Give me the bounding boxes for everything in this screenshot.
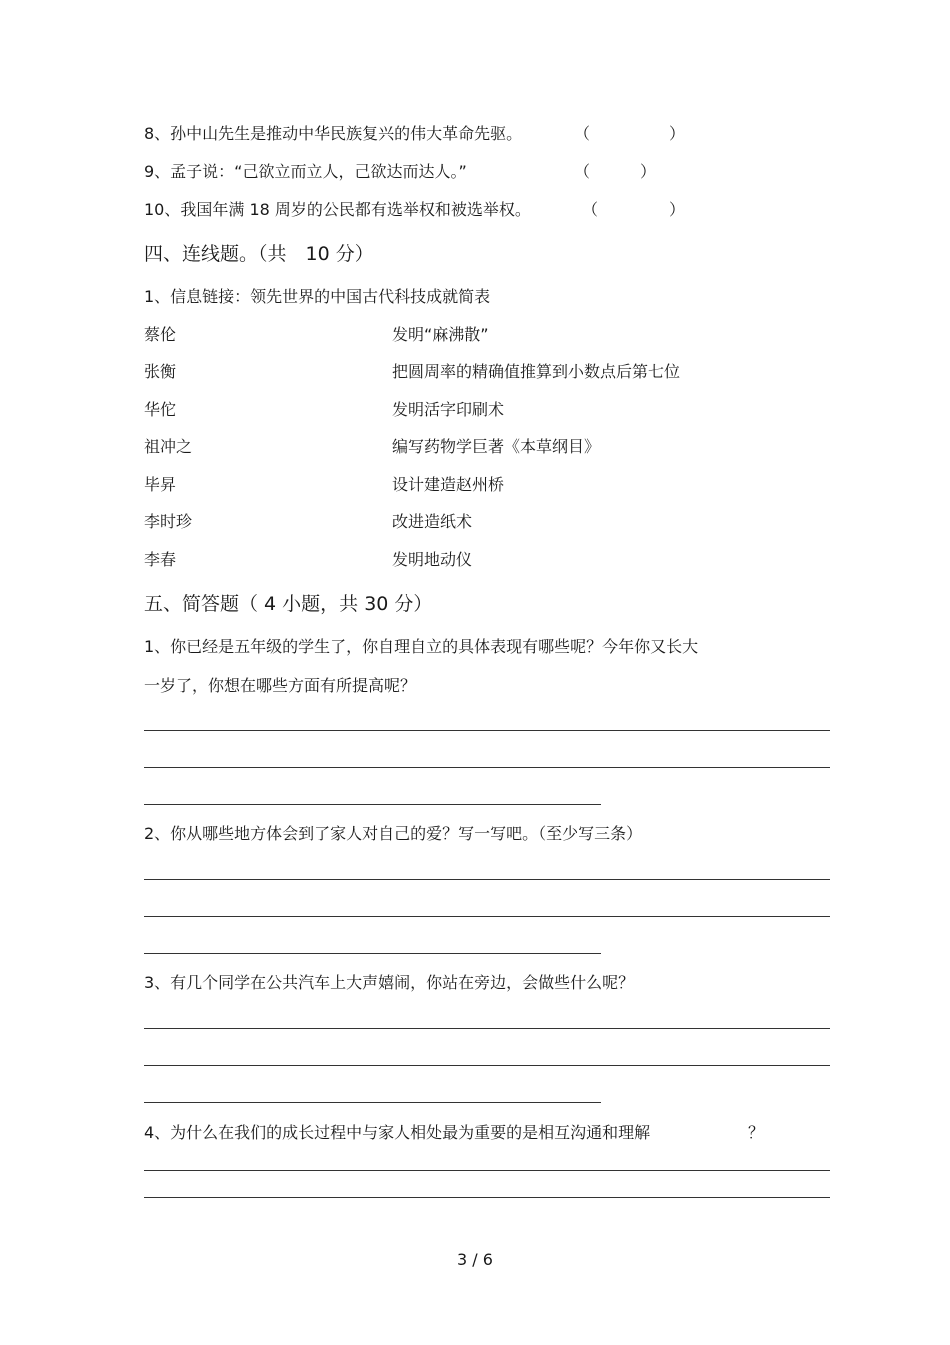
answer-paren-open: （	[574, 124, 591, 143]
match-right-item: 发明活字印刷术	[392, 400, 505, 419]
section-4-subtitle: 1、信息链接：领先世界的中国古代科技成就简表	[144, 287, 491, 306]
page-number: 3 / 6	[457, 1250, 493, 1269]
match-left-item: 祖冲之	[144, 437, 193, 456]
answer-paren-open: （	[574, 162, 591, 181]
answer-line[interactable]	[144, 953, 601, 954]
answer-line[interactable]	[144, 730, 830, 731]
judgment-item-8: 8、孙中山先生是推动中华民族复兴的伟大革命先驱。	[144, 124, 523, 143]
match-right-item: 改进造纸术	[392, 512, 473, 531]
match-right-item: 编写药物学巨著《本草纲目》	[392, 437, 601, 456]
match-left-item: 华佗	[144, 400, 177, 419]
match-right-item: 发明“麻沸散”	[392, 325, 489, 344]
question-4: 4、为什么在我们的成长过程中与家人相处最为重要的是相互沟通和理解	[144, 1123, 651, 1142]
question-2: 2、你从哪些地方体会到了家人对自己的爱？写一写吧。（至少写三条）	[144, 824, 643, 843]
answer-paren-close: ）	[640, 162, 657, 181]
answer-paren-open: （	[582, 200, 599, 219]
answer-paren-close: ）	[669, 124, 686, 143]
question-3: 3、有几个同学在公共汽车上大声嬉闹，你站在旁边，会做些什么呢？	[144, 973, 635, 992]
answer-paren-close: ）	[669, 200, 686, 219]
question-1-line-2: 一岁了，你想在哪些方面有所提高呢？	[144, 676, 417, 695]
match-left-item: 毕昇	[144, 475, 177, 494]
answer-line[interactable]	[144, 1028, 830, 1029]
answer-line[interactable]	[144, 1102, 601, 1103]
match-right-item: 把圆周率的精确值推算到小数点后第七位	[392, 362, 681, 381]
answer-line[interactable]	[144, 767, 830, 768]
match-right-item: 发明地动仪	[392, 550, 473, 569]
judgment-item-10: 10、我国年满 18 周岁的公民都有选举权和被选举权。	[144, 200, 531, 219]
question-4-mark: ？	[748, 1123, 765, 1142]
answer-line[interactable]	[144, 1065, 830, 1066]
answer-line[interactable]	[144, 916, 830, 917]
match-left-item: 李时珍	[144, 512, 193, 531]
match-left-item: 张衡	[144, 362, 177, 381]
judgment-item-9: 9、孟子说：“己欲立而立人，己欲达而达人。”	[144, 162, 467, 181]
section-5-title: 五、简答题（ 4 小题，共 30 分）	[144, 593, 433, 615]
answer-line[interactable]	[144, 1197, 830, 1198]
answer-line[interactable]	[144, 879, 830, 880]
match-left-item: 蔡伦	[144, 325, 177, 344]
answer-line[interactable]	[144, 804, 601, 805]
match-left-item: 李春	[144, 550, 177, 569]
section-4-title: 四、连线题。（共 10 分）	[144, 243, 374, 265]
match-right-item: 设计建造赵州桥	[392, 475, 505, 494]
question-1-line-1: 1、你已经是五年级的学生了，你自理自立的具体表现有哪些呢？今年你又长大	[144, 637, 699, 656]
answer-line[interactable]	[144, 1170, 830, 1171]
